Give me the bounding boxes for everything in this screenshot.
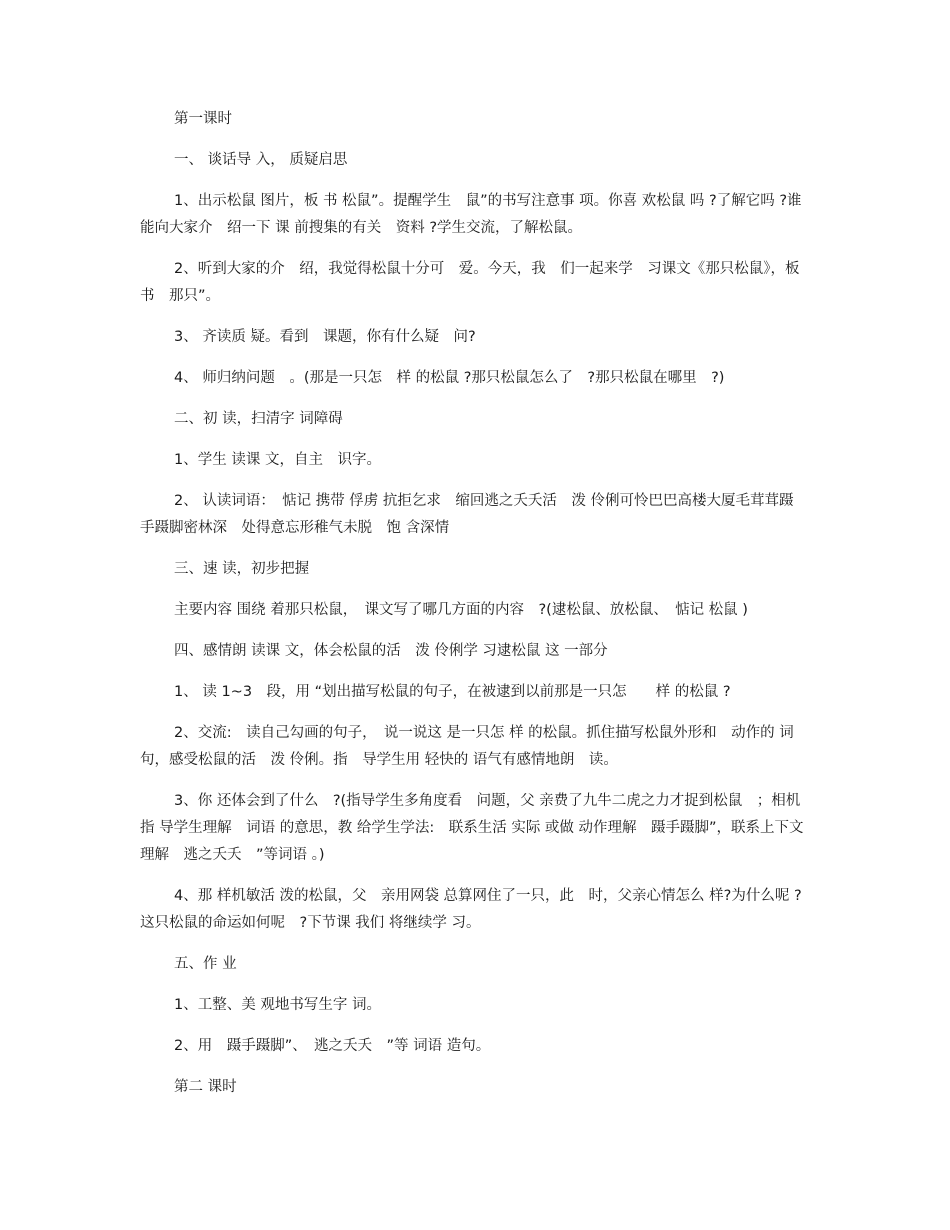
lesson-two-heading: 第二 课时 [174,1079,237,1095]
paragraph-9: 4、那 样机敏活 泼的松鼠，父 亲用网袋 总算网住了一只，此 时，父亲心情怎么 样?为什么呢 ?这只松鼠的命运如何呢 ?下节课 我们 将继续学 习。 [140,888,802,931]
paragraph-2: 2、听到大家的介 绍，我觉得松鼠十分可 爱。今天，我 们一起来学 习课文《那只松鼠》，板 书 那只”。 [140,261,814,304]
paragraph-4: 4、 师归纳问题 。(那是一只怎 样 的松鼠 ?那只松鼠怎么了 ?那只松鼠在哪里 ?) [174,370,725,386]
homework-item-2: 2、用 蹑手蹑脚”、 逃之夭夭 ”等 词语 造句。 [174,1038,491,1054]
section-two-heading: 二、初 读，扫清字 词障碍 [174,411,343,427]
homework-item-1: 1、工整、美 观地书写生字 词。 [174,997,381,1013]
section-four-heading: 四、感情朗 读课 文，体会松鼠的活 泼 伶俐学 习逮松鼠 这 一部分 [174,643,608,659]
paragraph-3: 3、 齐读质 疑。看到 课题，你有什么疑 问? [174,329,476,345]
section-five-heading: 五、作 业 [174,956,237,972]
main-content-paragraph: 主要内容 围绕 着那只松鼠， 课文写了哪几方面的内容 ?(逮松鼠、放松鼠、 惦记 松鼠 ) [174,602,748,618]
paragraph-6: 1、 读 1~3 段，用 “划出描写松鼠的句子，在被逮到以前那是一只怎 样 的松鼠 ? [174,684,731,700]
lesson-one-heading: 第一课时 [174,111,232,127]
paragraph-5: 1、学生 读课 文，自主 识字。 [174,452,381,468]
vocabulary-paragraph: 2、 认读词语： 惦记 携带 俘虏 抗拒乞求 缩回逃之夭夭活 泼 伶俐可怜巴巴高楼大厦毛茸茸蹑 手蹑脚密林深 处得意忘形稚气未脱 饱 含深情 [140,493,794,536]
paragraph-1: 1、出示松鼠 图片，板 书 松鼠”。提醒学生 鼠”的书写注意事 项。你喜 欢松鼠 吗 ?了解它吗 ?谁能向大家介 绍一下 课 前搜集的有关 资料 ?学生交流，了解松鼠。 [140,193,802,236]
section-three-heading: 三、速 读，初步把握 [174,561,310,577]
document-page [140,106,814,1101]
paragraph-7: 2、交流: 读自己勾画的句子， 说一说这 是一只怎 样 的松鼠。抓住描写松鼠外形和 动作的 词句，感受松鼠的活 泼 伶俐。指 导学生用 轻快的 语气有感情地朗 读。 [140,725,794,768]
paragraph-8: 3、你 还体会到了什么 ?(指导学生多角度看 问题，父 亲费了九牛二虎之力才捉到松鼠 ；相机指 导学生理解 词语 的意思，教 给学生学法: 联系生活 实际 或做 动作理解 蹑手蹑脚”，联系上下文理解 逃之夭夭 ”等词语 。) [140,793,804,863]
section-one-heading: 一、 谈话导 入， 质疑启思 [174,152,348,168]
